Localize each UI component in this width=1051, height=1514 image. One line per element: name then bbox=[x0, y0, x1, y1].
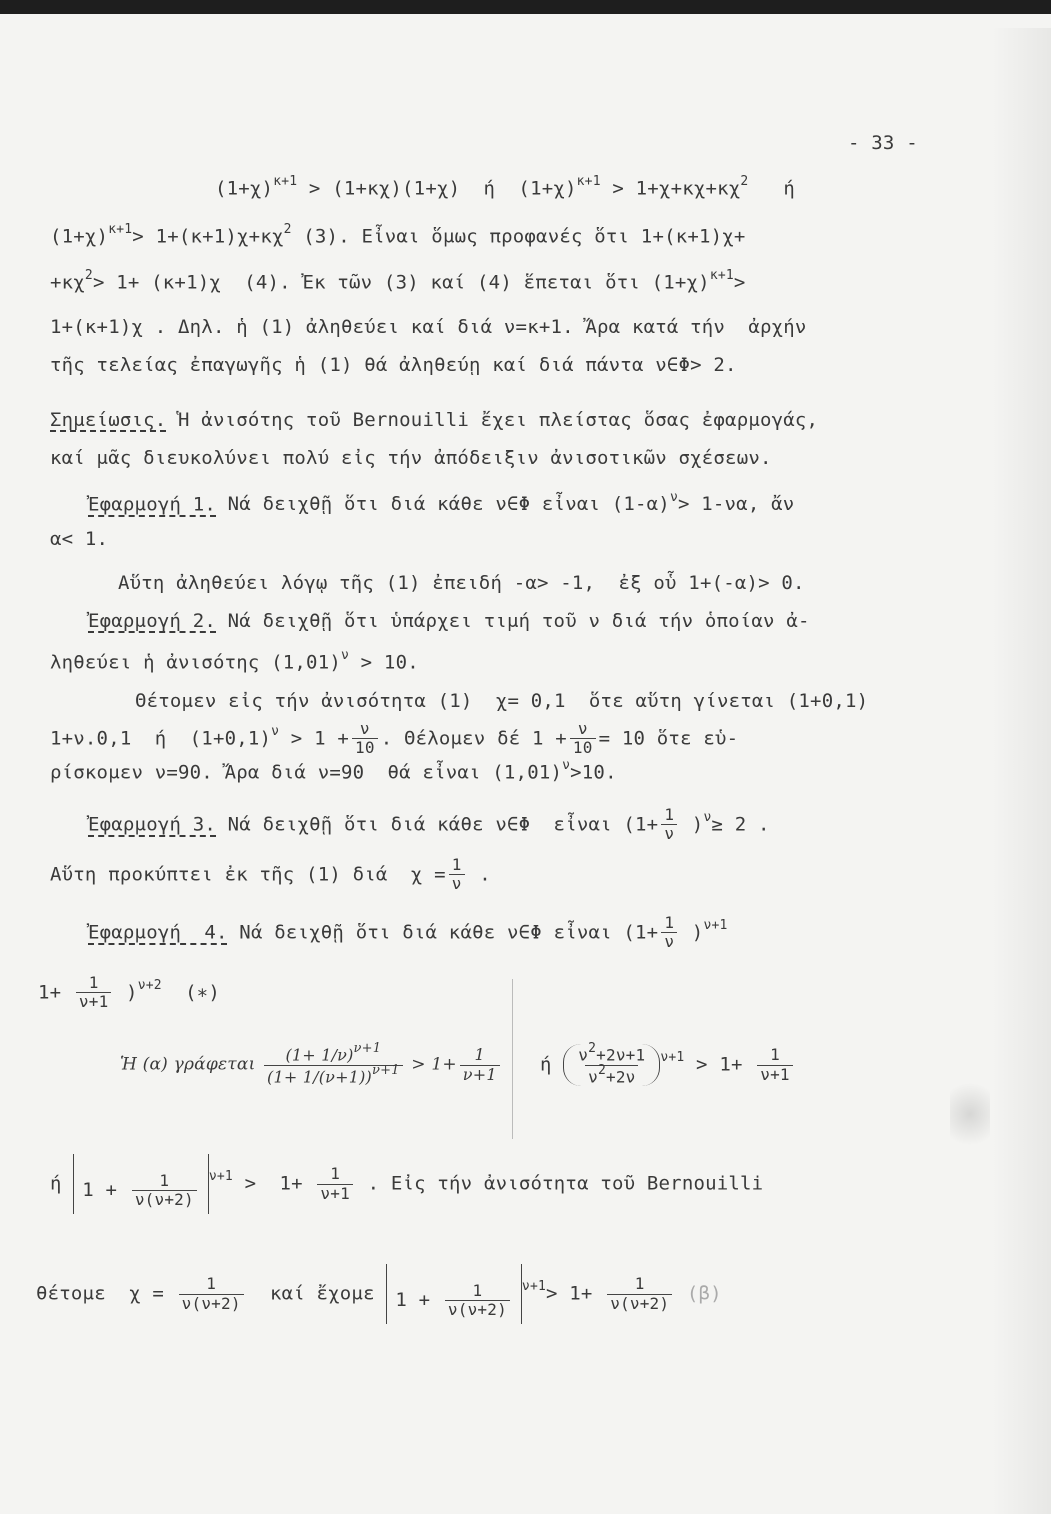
note-label: Σημείωσις. bbox=[50, 409, 167, 431]
hand-fraction-2: $\frac{1}{\nu+1}$ bbox=[460, 1046, 500, 1084]
handwritten-note: Ἡ (α) γράφεται $\frac{(1+ 1/\nu)^{\nu+1}}{(1+ 1/(\nu+1))^{\nu+1}}$ > 1+ $\frac{1}{\nu+1}$ bbox=[120, 1044, 503, 1086]
fraction-1-over-nu-nu-plus-2: $\frac{1}{\nu(\nu+2)}$ bbox=[132, 1172, 197, 1210]
note-line-2: καί μᾶς διευκολύνει πολύ εἰς τήν ἀπόδειξιν ἀνισοτικῶν σχέσεων. bbox=[50, 447, 772, 469]
application-2-text: Νά δειχθῇ ὅτι ὑπάρχει τιμή τοῦ ν διά τήν ὁποίαν ἀ- bbox=[216, 610, 810, 632]
fraction-1-over-nu-c: $\frac{1}{\nu}$ bbox=[661, 914, 677, 952]
hand-fraction: $\frac{(1+ 1/\nu)^{\nu+1}}{(1+ 1/(\nu+1))^{\nu+1}}$ bbox=[264, 1044, 403, 1086]
fraction-1-over-nu: $\frac{1}{\nu}$ bbox=[661, 806, 677, 844]
fraction-1-over-nu-b: $\frac{1}{\nu}$ bbox=[449, 856, 465, 894]
application-3: Ἐφαρμογή 3. Νά δειχθῇ ὅτι διά κάθε ν∈Φ εἶναι (1+ $\frac{1}{\nu}$ )$^\nu$≥ 2 . bbox=[88, 805, 770, 844]
text-line-1: $(1+\chi)^{\kappa+1} > (1+\kappa\chi)(1+\chi)$ ή $(1+\chi)^{\kappa+1} > 1+\chi+\kappa\chi+\kappa\chi^2$ ή bbox=[215, 174, 795, 200]
label-beta: (β) bbox=[686, 1282, 722, 1305]
application-1-label: Ἐφαρμογή 1. bbox=[88, 493, 217, 516]
equation-set: θέτομε χ = $\frac{1}{\nu(\nu+2)}$ καί ἔχομε 1 + $\frac{1}{\nu(\nu+2)}$ $^{\nu+1}$> 1+ $\frac{1}{\nu(\nu+2)}$ (β) bbox=[36, 1264, 722, 1324]
application-4-line-2: 1+ $\frac{1}{\nu+1}$ )$^{\nu+2}$ (∗) bbox=[38, 973, 220, 1012]
fraction-1-over-nu-plus-1: $\frac{1}{\nu+1}$ bbox=[76, 974, 112, 1012]
equation-right: ή $\frac{\nu^2+2\nu+1}{\nu^2+2\nu}$ $^{\nu+1}$ > 1+ $\frac{1}{\nu+1}$ bbox=[540, 1044, 796, 1086]
application-4: Ἐφαρμογή 4. Νά δειχθῇ ὅτι διά κάθε ν∈Φ εἶναι (1+ $\frac{1}{\nu}$ )$^{\nu+1}$ bbox=[88, 913, 728, 952]
application-2-cont: ληθεύει ἡ ἀνισότης $(1,01)^\nu > 10$. bbox=[50, 648, 419, 674]
application-1-text: Νά δειχθῇ ὅτι διά κάθε ν∈Φ εἶναι $(1-\alpha)^\nu> 1-\nu\alpha$, ἄν bbox=[216, 490, 795, 516]
application-1 bbox=[88, 492, 794, 515]
text-line-3: $+\kappa\chi^2> 1+ (\kappa+1)\chi$ (4). Ἐκ τῶν (3) καί (4) ἕπεται ὅτι $(1+\chi)^{\kappa+1}>$ bbox=[50, 268, 746, 294]
fraction-nu-over-10: $\frac{\nu}{10}$ bbox=[352, 720, 378, 758]
application-2-proof-3: ρίσκομεν ν=90. Ἄρα διά ν=90 θά εἶναι $(1,01)^\nu>10$. bbox=[50, 758, 617, 784]
fraction-nu-over-10-b: $\frac{\nu}{10}$ bbox=[570, 720, 596, 758]
scan-top-edge bbox=[0, 0, 1051, 14]
divider-line bbox=[512, 979, 513, 1139]
application-3-proof: Αὕτη προκύπτει ἐκ τῆς (1) διά χ = $\frac{1}{\nu}$ . bbox=[50, 855, 491, 894]
fraction-result: $\frac{1}{\nu(\nu+2)}$ bbox=[607, 1275, 672, 1313]
text-line-2: $(1+\chi)^{\kappa+1}> 1+(\kappa+1)\chi+\kappa\chi^2$ (3). Εἶναι ὅμως προφανές ὅτι 1+(κ+1)χ+ bbox=[50, 222, 746, 248]
fraction-in-bracket: $\frac{1}{\nu(\nu+2)}$ bbox=[445, 1282, 510, 1320]
application-1-condition: α< 1. bbox=[50, 528, 109, 550]
application-4-label: Ἐφαρμογή 4. bbox=[88, 921, 228, 944]
page-shadow bbox=[991, 28, 1051, 1514]
application-3-label: Ἐφαρμογή 3. bbox=[88, 813, 217, 836]
application-2-proof-1: Θέτομεν εἰς τήν ἀνισότητα (1) χ= 0,1 ὅτε αὕτη γίνεται (1+0,1) bbox=[135, 690, 869, 712]
application-1-proof: Αὕτη ἀληθεύει λόγῳ τῆς (1) ἐπειδή -α> -1, ἐξ οὗ 1+(-α)> 0. bbox=[118, 572, 805, 594]
application-2 bbox=[88, 610, 810, 632]
text-line-4: 1+(κ+1)χ . Δηλ. ἡ (1) ἀληθεύει καί διά ν=κ+1. Ἄρα κατά τήν ἀρχήν bbox=[50, 316, 807, 338]
note-text: Ἡ ἀνισότης τοῦ Bernouilli ἔχει πλείστας ὅσας ἐφαρμογάς, bbox=[166, 409, 819, 431]
document-page bbox=[0, 14, 1051, 1500]
application-2-label: Ἐφαρμογή 2. bbox=[88, 610, 217, 632]
stain-mark bbox=[950, 1074, 990, 1154]
note-line bbox=[50, 409, 818, 431]
fraction-poly: $\frac{\nu^2+2\nu+1}{\nu^2+2\nu}$ bbox=[578, 1041, 646, 1087]
application-4-text: Νά δειχθῇ ὅτι διά κάθε ν∈Φ εἶναι (1+ bbox=[227, 921, 659, 944]
application-3-text: Νά δειχθῇ ὅτι διά κάθε ν∈Φ εἶναι (1+ bbox=[216, 813, 659, 836]
fraction-1-over-nu-plus-1-b: $\frac{1}{\nu+1}$ bbox=[757, 1046, 793, 1084]
bracket-group: 1 + $\frac{1}{\nu(\nu+2)}$ bbox=[73, 1154, 209, 1214]
bracket-group-2: 1 + $\frac{1}{\nu(\nu+2)}$ bbox=[386, 1264, 522, 1324]
page-number: - 33 - bbox=[848, 132, 918, 154]
application-2-proof-2: 1+ν.0,1 ή $(1+0,1)^\nu > 1$ + $\frac{\nu}{10}$ . Θέλομεν δέ 1 + $\frac{\nu}{10}$ = 10 ὅτε εὑ- bbox=[50, 719, 739, 758]
fraction-1-over-nu-plus-1-c: $\frac{1}{\nu+1}$ bbox=[317, 1165, 353, 1203]
parenthesis-group bbox=[563, 1041, 660, 1087]
fraction-x-value: $\frac{1}{\nu(\nu+2)}$ bbox=[179, 1275, 244, 1313]
equation-bracket: ή 1 + $\frac{1}{\nu(\nu+2)}$ $^{\nu+1}$ > 1+ $\frac{1}{\nu+1}$ . Εἰς τήν ἀνισότητα τοῦ Bernouilli bbox=[50, 1154, 763, 1214]
bernoulli-text: . Εἰς τήν ἀνισότητα τοῦ Bernouilli bbox=[367, 1172, 764, 1195]
text-line-5: τῆς τελείας ἐπαγωγῆς ἡ (1) θά ἀληθεύῃ καί διά πάντα ν∈Φ> 2. bbox=[50, 354, 737, 376]
